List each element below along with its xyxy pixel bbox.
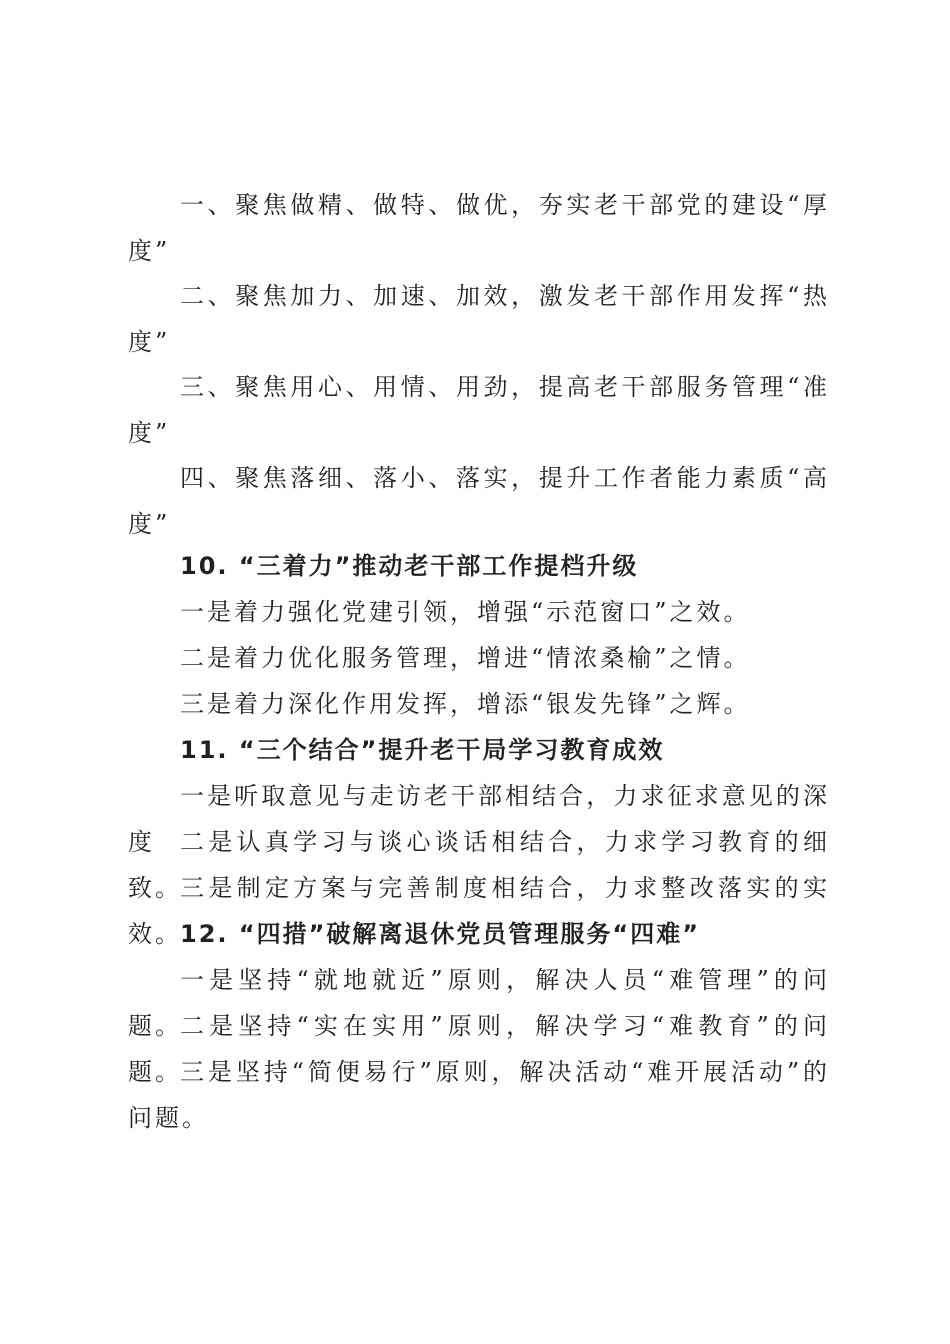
paragraph-4: 四、聚焦落细、落小、落实，提升工作者能力素质“高度” [128, 464, 830, 538]
section-heading-11: 11. “三个结合”提升老干局学习教育成效 [180, 736, 665, 764]
paragraph-7: 三是着力深化作用发挥，增添“银发先锋”之辉。 [180, 690, 751, 718]
section-heading-12: 12. “四措”破解离退休党员管理服务“四难” [180, 920, 700, 948]
paragraph-5: 一是着力强化党建引领，增强“示范窗口”之效。 [180, 598, 751, 626]
paragraph-2: 二、聚焦加力、加速、加效，激发老干部作用发挥“热度” [128, 282, 830, 356]
section-heading-10: 10. “三着力”推动老干部工作提档升级 [180, 552, 639, 580]
paragraph-8: 一是听取意见与走访老干部相结合，力求征求意见的深度 [128, 782, 830, 856]
paragraph-10: 三是制定方案与完善制度相结合，力求整改落实的实效。 [128, 874, 830, 948]
paragraph-6: 二是着力优化服务管理，增进“情浓桑榆”之情。 [180, 644, 751, 672]
paragraph-11: 一是坚持“就地就近”原则，解决人员“难管理”的问题。 [128, 966, 830, 1040]
paragraph-9: 二是认真学习与谈心谈话相结合，力求学习教育的细致。 [128, 828, 830, 902]
paragraph-13: 三是坚持“简便易行”原则，解决活动“难开展活动”的问题。 [128, 1058, 830, 1132]
paragraph-3: 三、聚焦用心、用情、用劲，提高老干部服务管理“准度” [128, 373, 830, 447]
paragraph-1: 一、聚焦做精、做特、做优，夯实老干部党的建设“厚度” [128, 191, 830, 265]
paragraph-12: 二是坚持“实在实用”原则，解决学习“难教育”的问题。 [128, 1012, 830, 1086]
